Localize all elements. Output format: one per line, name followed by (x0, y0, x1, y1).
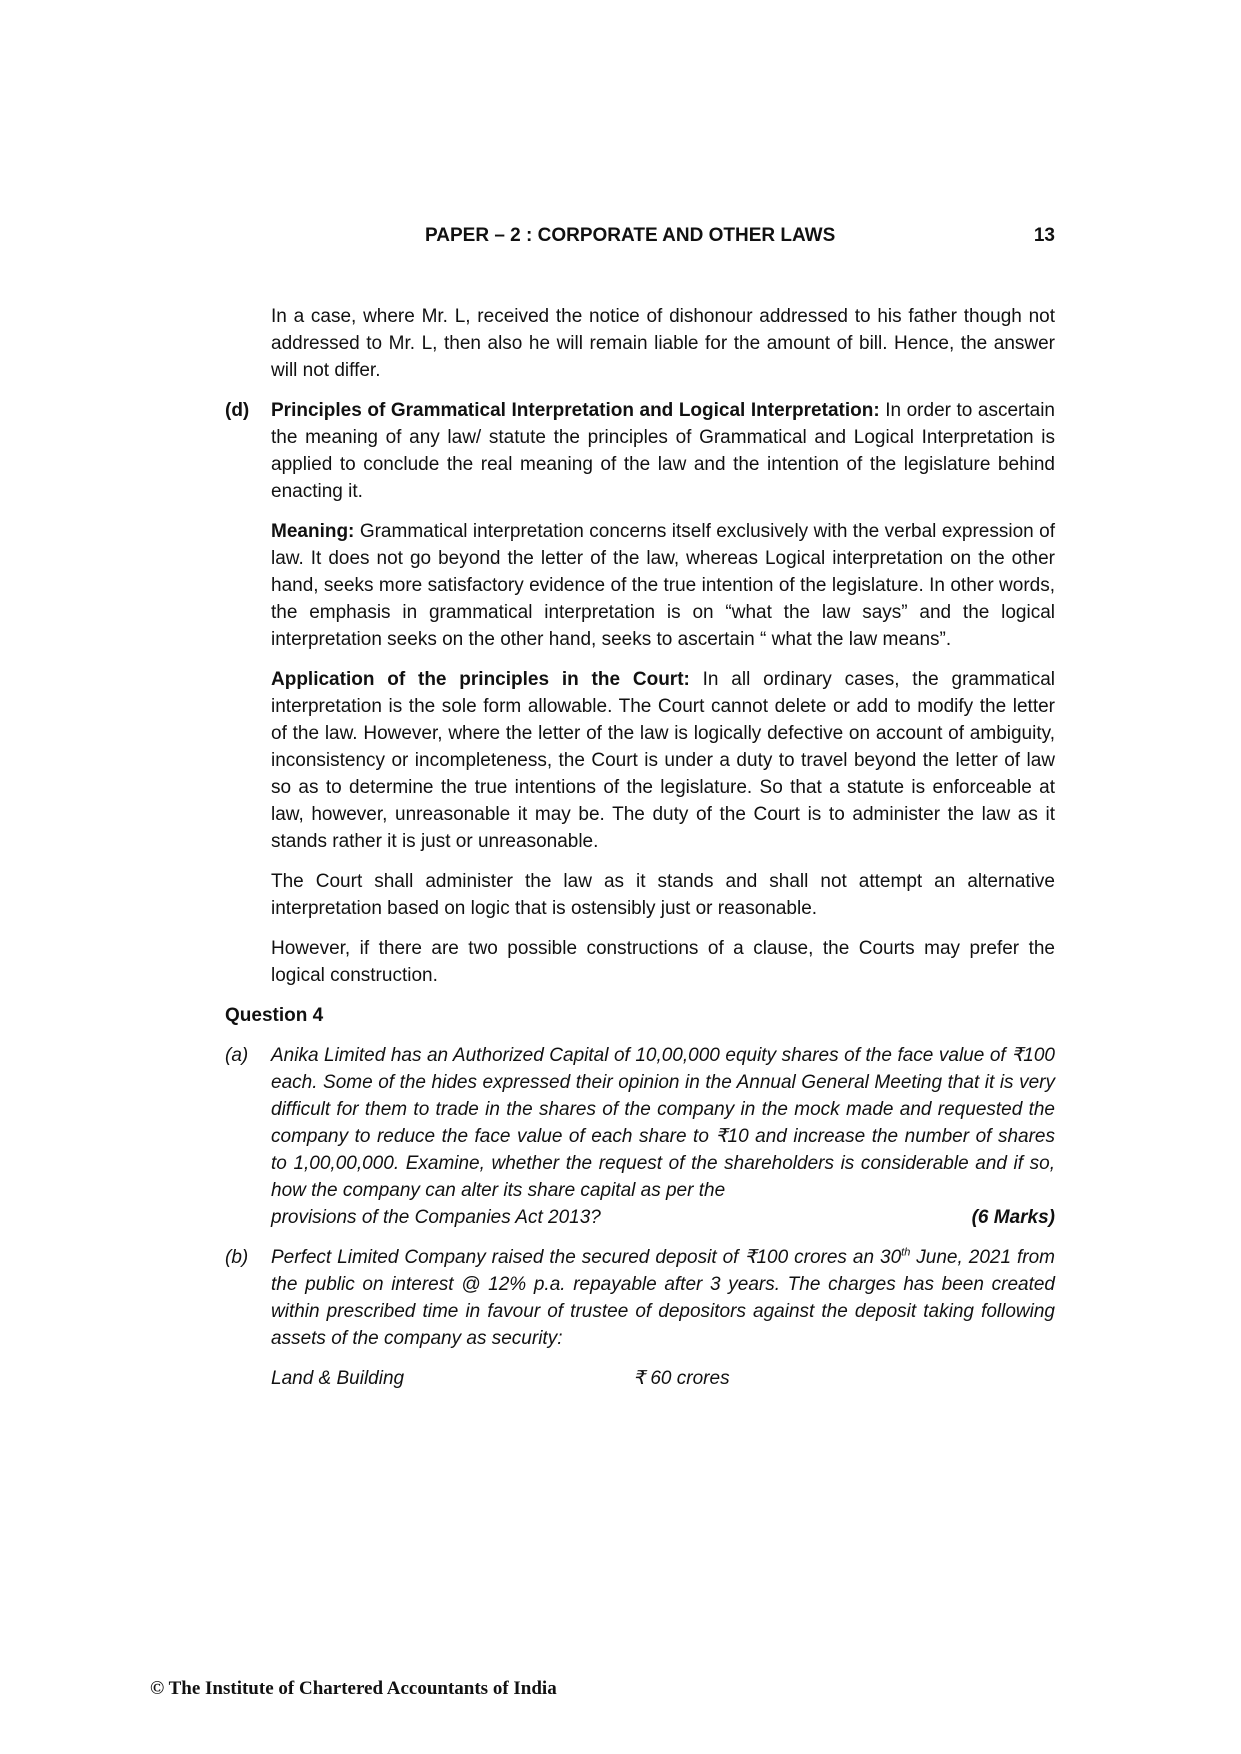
page-number: 13 (1033, 225, 1055, 246)
meaning-heading: Meaning: (271, 521, 355, 542)
application-paragraph (271, 666, 1055, 855)
section-d-heading: Principles of Grammatical Interpretation and Logical Interpretation: (271, 400, 880, 421)
asset-name: Land & Building (271, 1368, 405, 1389)
asset-row (271, 1365, 1055, 1392)
section-d-text: In order to ascertain the meaning of any law/ statute the principles of Grammatical and Logical Interpretation is applied to conclude the real meaning of the law and the intention of the legislature behind enacting it. (271, 400, 1055, 502)
section-d (225, 397, 1055, 989)
question-4a-text: Anika Limited has an Authorized Capital of 10,00,000 equity shares of the face value of ₹100 each. Some of the hides expressed their opinion in the Annual General Meeting that it is very difficult for them to trade in the shares of the company in the mock made and requested the company to reduce the face value of each share to ₹10 and increase the number of shares to 1,00,00,000. Examine, whether the request of the shareholders is considerable and if so, how the company can alter its share capital as per the (271, 1045, 1055, 1201)
section-d-intro (271, 397, 1055, 505)
question-4b-text (271, 1244, 1055, 1352)
section-d-label: (d) (225, 400, 250, 421)
question-4b-text-start: Perfect Limited Company raised the secured deposit of ₹100 crores an 30 (271, 1247, 902, 1268)
page-footer: © The Institute of Chartered Accountants of India (150, 1678, 557, 1699)
question-4-heading: Question 4 (225, 1005, 324, 1026)
question-4a-label: (a) (225, 1045, 249, 1066)
question-4a-last-line (271, 1204, 1055, 1231)
application-heading: Application of the principles in the Court: (271, 669, 690, 690)
application-text: In all ordinary cases, the grammatical interpretation is the sole form allowable. The Court cannot delete or add to modify the letter of the law. However, where the letter of the law is logically defective on account of ambiguity, inconsistency or incompleteness, the Court is under a duty to travel beyond the letter of law so as to determine the true intentions of the legislature. So that a statute is enforceable at law, however, unreasonable it may be. The duty of the Court is to administer the law as it stands rather it is just or unreasonable. (271, 669, 1055, 852)
question-4b-label: (b) (225, 1247, 249, 1268)
intro-paragraph: In a case, where Mr. L, received the notice of dishonour addressed to his father though not addressed to Mr. L, then also he will remain liable for the amount of bill. Hence, the answer will not differ. (271, 306, 1055, 381)
question-4b (225, 1244, 1055, 1352)
asset-value: ₹ 60 crores (633, 1368, 730, 1389)
page-title: PAPER – 2 : CORPORATE AND OTHER LAWS (425, 225, 836, 246)
question-4a (225, 1042, 1055, 1231)
ordinal-suffix: th (901, 1246, 911, 1259)
court-paragraph: The Court shall administer the law as it stands and shall not attempt an alternative interpretation based on logic that is ostensibly just or reasonable. (271, 871, 1055, 919)
meaning-paragraph (271, 518, 1055, 653)
however-paragraph: However, if there are two possible constructions of a clause, the Courts may prefer the logical construction. (271, 938, 1055, 986)
document-body (225, 303, 1055, 1392)
question-4a-last-text: provisions of the Companies Act 2013? (271, 1207, 601, 1228)
question-4b-text-end: June, 2021 from the public on interest @ 12% p.a. repayable after 3 years. The charges has been created within prescribed time in favour of trustee of depositors against the deposit taking following assets of the company as security: (271, 1247, 1055, 1349)
meaning-text: Grammatical interpretation concerns itself exclusively with the verbal expression of law. It does not go beyond the letter of the law, whereas Logical interpretation on the other hand, seeks more satisfactory evidence of the true intention of the legislature. In other words, the emphasis in grammatical interpretation is on “what the law says” and the logical interpretation seeks on the other hand, seeks to ascertain “ what the law means”. (271, 521, 1055, 650)
page-header (425, 225, 1055, 255)
question-4a-marks: (6 Marks) (971, 1207, 1055, 1228)
